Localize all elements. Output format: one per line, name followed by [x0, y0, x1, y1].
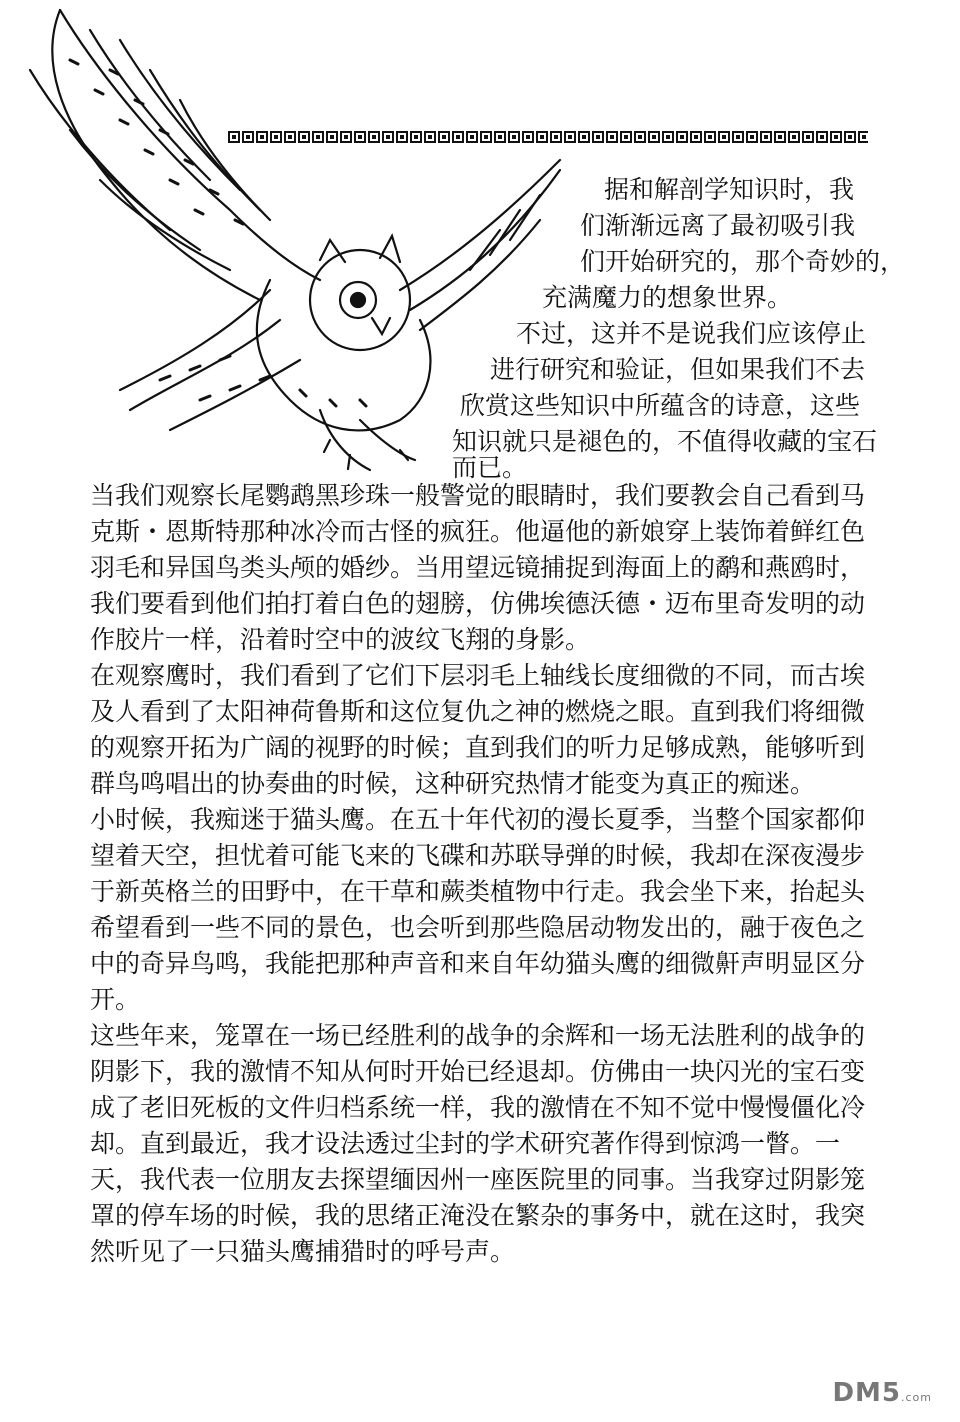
intro-line: 据和解剖学知识时，我 — [604, 175, 855, 204]
border-square — [718, 131, 730, 143]
border-square — [858, 131, 868, 143]
intro-line: 欣赏这些知识中所蕴含的诗意，这些 — [460, 391, 861, 420]
intro-line: 不过，这并不是说我们应该停止 — [516, 319, 867, 348]
border-square — [690, 131, 702, 143]
border-square — [774, 131, 786, 143]
border-square — [704, 131, 716, 143]
intro-line: 知识就只是褪色的，不值得收藏的宝石 — [452, 427, 878, 456]
intro-line: 们渐渐远离了最初吸引我 — [580, 211, 856, 240]
border-square — [844, 131, 856, 143]
border-square — [620, 131, 632, 143]
border-square — [662, 131, 674, 143]
body-text — [90, 478, 880, 1270]
intro-line: 充满魔力的想象世界。 — [542, 283, 793, 312]
watermark-main: DM5 — [832, 1378, 901, 1408]
border-square — [676, 131, 688, 143]
border-square — [746, 131, 758, 143]
border-square — [816, 131, 828, 143]
intro-line: 而已。 — [452, 453, 528, 482]
border-square — [802, 131, 814, 143]
paragraph: 当我们观察长尾鹦鹉黑珍珠一般警觉的眼睛时，我们要教会自己看到马克斯・恩斯特那种冰冷而古怪的疯狂。他逼他的新娘穿上装饰着鲜红色羽毛和异国鸟类头颅的婚纱。当用望远镜捕捉到海面上的鹬和燕鸥时，我们要看到他们拍打着白色的翅膀，仿佛埃德沃德・迈布里奇发明的动作胶片一样，沿着时空中的波纹飞翔的身影。 — [90, 481, 866, 654]
paragraph: 这些年来，笼罩在一场已经胜利的战争的余辉和一场无法胜利的战争的阴影下，我的激情不知从何时开始已经退却。仿佛由一块闪光的宝石变成了老旧死板的文件归档系统一样，我的激情在不知不觉中慢慢僵化冷却。直到最近，我才设法透过尘封的学术研究著作得到惊鸿一瞥。一天，我代表一位朋友去探望缅因州一座医院里的同事。当我穿过阴影笼罩的停车场的时候，我的思绪正淹没在繁杂的事务中，就在这时，我突然听见了一只猫头鹰捕猎时的呼号声。 — [90, 1021, 866, 1266]
border-square — [634, 131, 646, 143]
border-square — [788, 131, 800, 143]
watermark-suffix: .com — [901, 1391, 932, 1404]
border-square — [760, 131, 772, 143]
border-square — [648, 131, 660, 143]
site-watermark — [832, 1378, 932, 1408]
border-square — [732, 131, 744, 143]
border-square — [606, 131, 618, 143]
border-square — [830, 131, 842, 143]
paragraph: 小时候，我痴迷于猫头鹰。在五十年代初的漫长夏季，当整个国家都仰望着天空，担忧着可能飞来的飞碟和苏联导弹的时候，我却在深夜漫步于新英格兰的田野中，在干草和蕨类植物中行走。我会坐下来，抬起头希望看到一些不同的景色，也会听到那些隐居动物发出的，融于夜色之中的奇异鸟鸣，我能把那种声音和来自年幼猫头鹰的细微鼾声明显区分开。 — [90, 805, 866, 1014]
intro-line: 进行研究和验证，但如果我们不去 — [490, 355, 866, 384]
intro-line: 们开始研究的，那个奇妙的， — [580, 247, 906, 276]
paragraph: 在观察鹰时，我们看到了它们下层羽毛上轴线长度细微的不同，而古埃及人看到了太阳神荷鲁斯和这位复仇之神的燃烧之眼。直到我们将细微的观察开拓为广阔的视野的时候；直到我们的听力足够成熟，能够听到群鸟鸣唱出的协奏曲的时候，这种研究热情才能变为真正的痴迷。 — [90, 661, 866, 798]
